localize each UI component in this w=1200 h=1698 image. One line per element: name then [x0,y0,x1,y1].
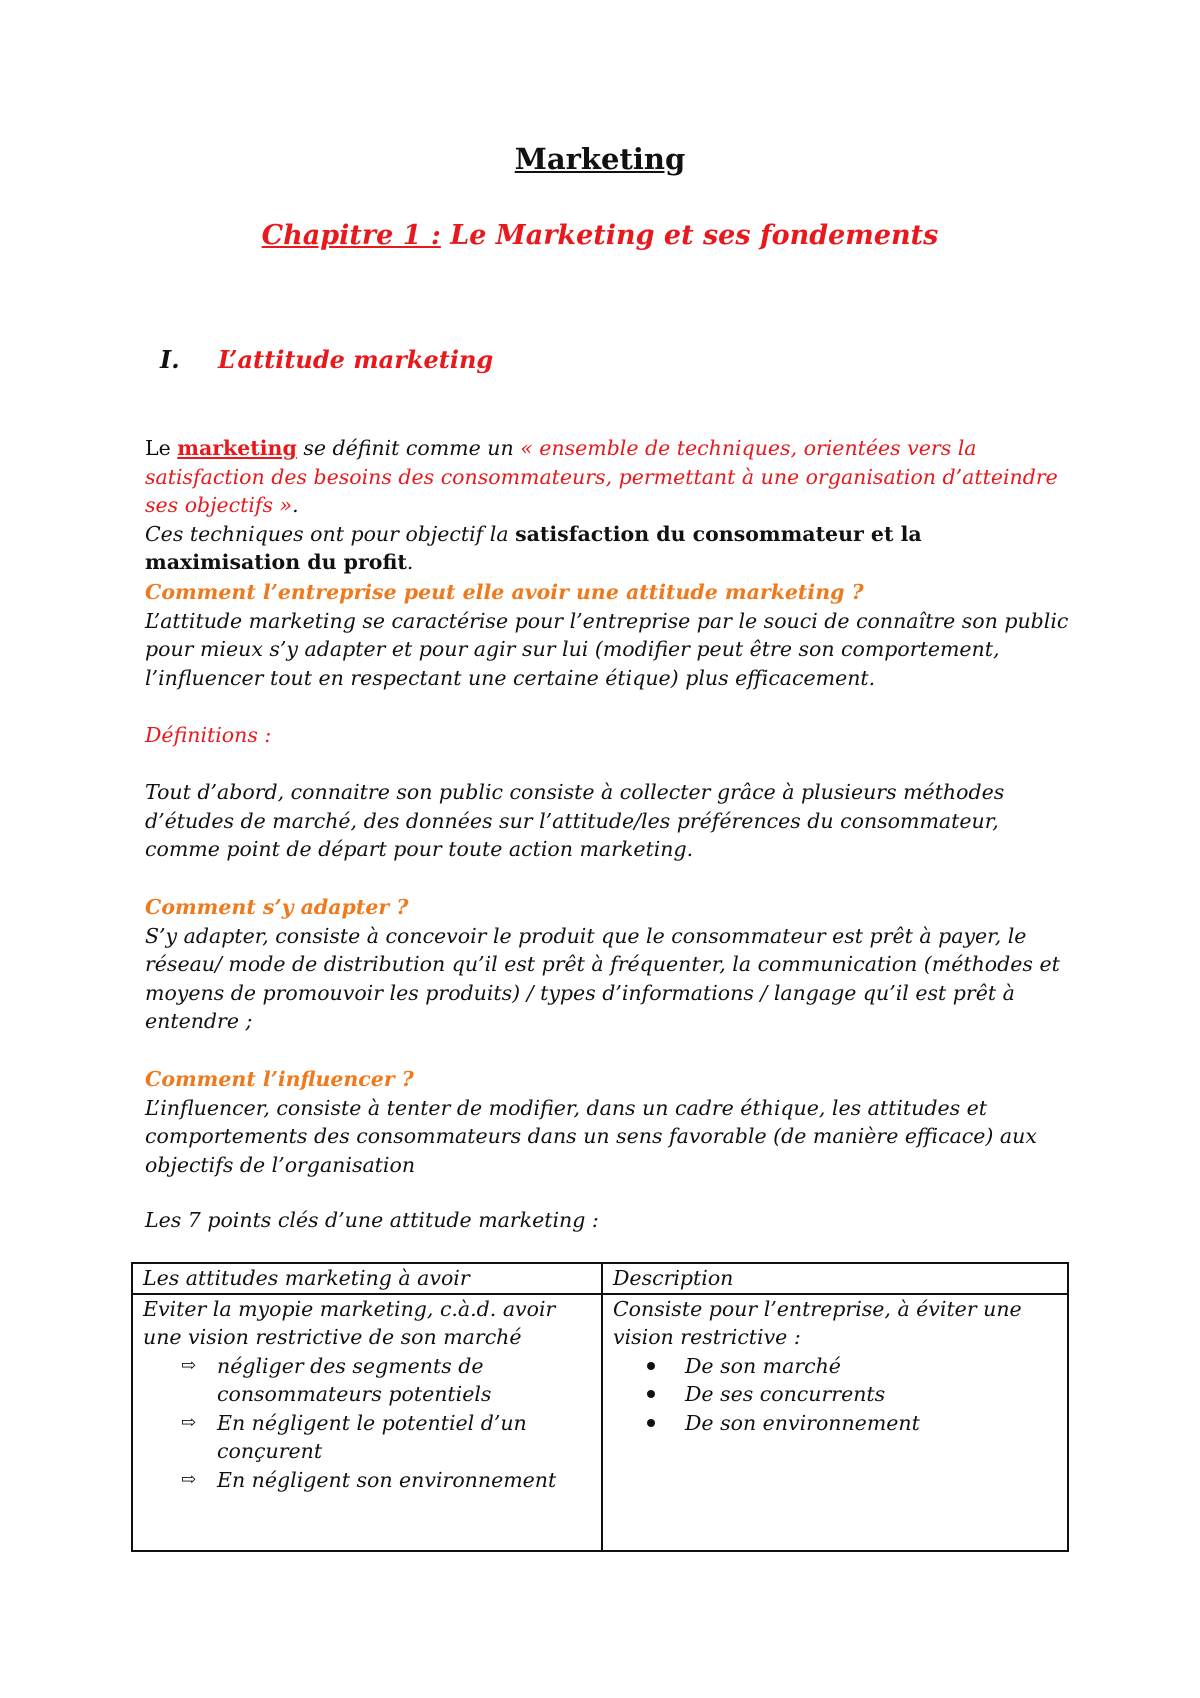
definitions-heading-block [145,721,1075,750]
question-influence-text: L’influencer, consiste à tenter de modifier, dans un cadre éthique, les attitudes et comportements des consommateurs dans un sens favorable (de manière efficace) aux objectifs de l’organisation [145,1095,1037,1177]
question-attitude-heading: Comment l’entreprise peut elle avoir une attitude marketing ? [145,580,864,604]
list-item-text: De ses concurrents [685,1382,886,1406]
list-item [613,1352,1057,1381]
points-intro: Les 7 points clés d’une attitude marketing : [145,1208,599,1232]
definitions-text-block [145,778,1075,864]
definitions-heading: Définitions : [145,723,272,747]
table-header-cell: Les attitudes marketing à avoir [132,1263,602,1294]
definitions-text: Tout d’abord, connaitre son public consiste à collecter grâce à plusieurs méthodes d’études de marché, des données sur l’attitude/les préférences du consommateur, comme point de départ pour toute action marketing. [145,780,1005,861]
table-header-row [132,1263,1068,1294]
list-item-text: De son environnement [685,1410,920,1435]
arrow-right-icon: ⇨ [181,1411,197,1433]
arrow-list [143,1352,591,1495]
chapter-heading [0,220,1200,251]
question-adapt-text: S’y adapter, consiste à concevoir le produit que le consommateur est prêt à payer, le réseau/ mode de distribution qu’il est prêt à fréquenter, la communication (méthodes et moyens de promouvoir les produits) / types d’informations / langage qu’il est prêt à entendre ; [145,923,1060,1033]
section-number: I. [160,345,180,374]
table-header-cell: Description [602,1263,1068,1294]
points-intro-block [145,1206,1075,1235]
list-item [613,1380,1057,1409]
list-item-text: En négligent son environnement [217,1467,557,1492]
definition-quote: « ensemble de techniques, orientées vers la satisfaction des besoins des consommateurs, permettant à une organisation d’atteindre ses objectifs » [145,436,1058,517]
definition-mid: se définit comme un [296,436,521,460]
attitudes-table [131,1262,1069,1552]
arrow-right-icon: ⇨ [181,1354,197,1376]
list-item-text: De son marché [685,1353,841,1378]
list-item [613,1409,1057,1438]
bullet-icon [647,1390,655,1398]
list-item-text: négliger des segments de consommateurs potentiels [217,1353,492,1406]
table-cell-attitude [132,1294,602,1551]
definition-end: . [406,550,414,574]
document-title: Marketing [514,142,686,176]
marketing-keyword: marketing [177,436,297,460]
question-adapt-heading: Comment s’y adapter ? [145,895,409,919]
definition-dot: . [292,493,299,517]
definition-line2: Ces techniques ont pour objectif la [145,521,516,546]
chapter-title: Le Marketing et ses fondements [440,220,939,251]
table-row [132,1294,1068,1551]
bullet-icon [647,1419,655,1427]
question-influence-block [145,1065,1075,1179]
definition-paragraph [145,434,1075,577]
attitude-intro: Eviter la myopie marketing, c.à.d. avoir une vision restrictive de son marché [143,1296,556,1349]
list-item [143,1352,591,1409]
definition-le: Le [145,436,178,460]
list-item [143,1409,591,1466]
chapter-prefix: Chapitre 1 : [261,220,441,251]
section-heading [160,345,493,374]
question-attitude-block [145,578,1075,692]
list-item-text: En négligent le potentiel d’un conçurent [217,1410,527,1463]
question-adapt-block [145,893,1075,1036]
arrow-right-icon: ⇨ [181,1468,197,1490]
definition-bold: satisfaction du consommateur et la maximisation du profit [145,521,922,574]
question-attitude-text: L’attitude marketing se caractérise pour l’entreprise par le souci de connaître son public pour mieux s’y adapter et pour agir sur lui (modifier peut être son comportement, l’influencer tout en respectant une certaine étique) plus efficacement. [145,608,1069,690]
table-cell-description [602,1294,1068,1551]
list-item [143,1466,591,1495]
bullet-icon [647,1362,655,1370]
description-intro: Consiste pour l’entreprise, à éviter une vision restrictive : [613,1296,1022,1349]
question-influence-heading: Comment l’influencer ? [145,1067,414,1091]
bullet-list [613,1352,1057,1438]
section-label: L’attitude marketing [218,345,494,374]
